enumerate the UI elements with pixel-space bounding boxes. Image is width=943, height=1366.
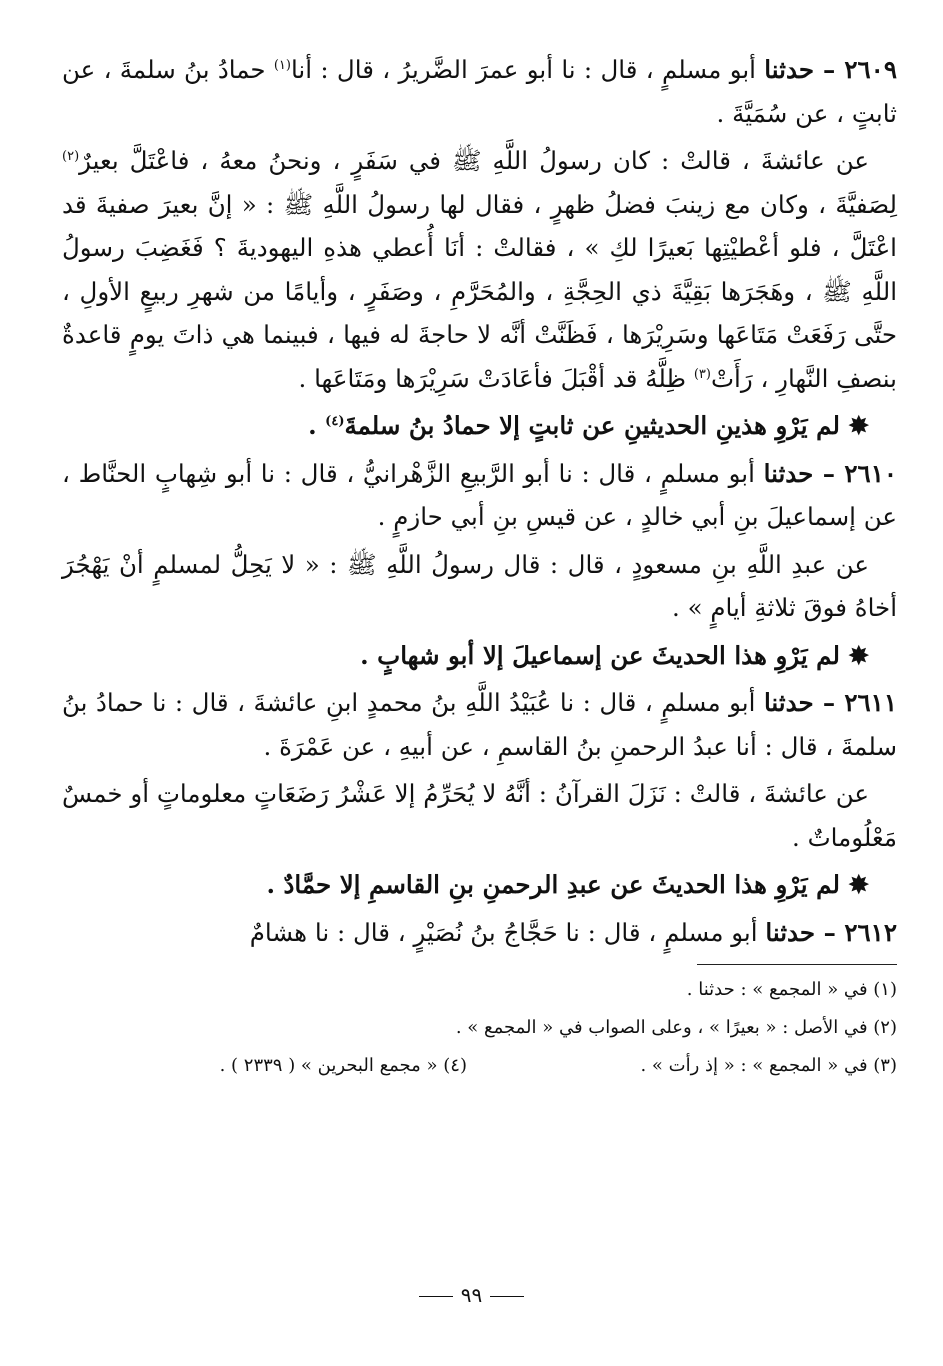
isnad-text: أبو مسلمٍ ، قال : نا أبو عمرَ الضَّريرُ ، قال : أنا [290,55,756,84]
note-text: لم يَرْوِ هذا الحديثَ عن عبدِ الرحمنِ بنِ القاسمِ إلا حمَّادٌ . [266,870,840,899]
hadith-2611-isnad [62,681,897,768]
note-text: لم يَرْوِ هذا الحديثَ عن إسماعيلَ إلا أبو شهابٍ . [360,640,840,670]
separator: – [813,458,845,488]
note-text: لم يَرْوِ هذينِ الحديثينِ عن ثابتٍ إلا حمادُ بنُ سلمةَ [344,411,840,440]
hadith-lead: حدثنا [765,917,816,947]
hadith-number: ٢٦١٢ [844,917,897,947]
footnote-1: (١) في « المجمع » : حدثنا . [686,979,897,1000]
separator: – [813,55,845,84]
matn-text: عن عائشةَ ، قالتْ : كان رسولُ اللَّهِ ﷺ في سَفَرٍ ، ونحنُ معهُ ، فاعْتَلَّ بعيرٌ [79,146,869,175]
hadith-number: ٢٦١١ [844,688,897,717]
hadith-lead: حدثنا [763,688,814,717]
isnad-text: أبو مسلمٍ ، قال : نا حَجَّاجُ بنُ نُصَيْرٍ ، قال : نا هشامٌ [249,917,758,947]
footnote-ref-1: (١) [273,57,291,73]
hadith-number: ٢٦١٠ [844,458,898,488]
isnad-text: أبو مسلمٍ ، قال : نا أبو الرَّبيعِ الزَّهْرانيُّ ، قال : نا أبو شِهابٍ الحنَّاط ، عن إسماعيلَ بنِ أبي خالدٍ ، عن قيسِ بنِ أبي حازمٍ . [62,458,897,531]
page-number-text: ٩٩ [460,1283,483,1307]
matn-text: لِصَفيَّةَ ، وكان مع زينبَ فضلُ ظهرٍ ، فقال لها رسولُ اللَّهِ ﷺ : « إنَّ بعيرَ صفيةَ قد اعْتَلَّ ، فلو أعْطيْتِها بَعيرًا لكِ » ، فقالتْ : أنَا أُعطي هذهِ اليهوديةَ ؟ فَغَضِبَ رسولُ اللَّهِ ﷺ ، وهَجَرَها بَقِيَّةَ ذي الحِجَّةِ ، والمُحَرَّمِ ، وصَفَرٍ ، وأيامًا من شهرِ ربيعٍ الأولِ ، حتَّى رَفَعَتْ مَتَاعَها وسَرِيْرَها ، فَظَنَّتْ أنَّه لا حاجةَ له فيها ، فبينما هي ذاتَ يومٍ قاعدةٌ بنصفِ النَّهارِ ، رَأَتْ [62,189,897,393]
hadith-2609-isnad [62,48,897,135]
footnote-row-3-4 [62,1047,897,1085]
hadith-2612-isnad [62,911,897,955]
footnote-ref-4: (٤) [325,413,345,429]
hadith-2609-matn [62,139,897,400]
page-number [0,1283,943,1307]
isnad-text: حمادُ بنُ سلمةَ ، عن ثابتٍ ، عن سُمَيَّةَ . [62,55,897,128]
footnote-divider [697,964,897,965]
footnote-4: (٤) « مجمع البحرين » ( ٢٣٣٩ ) . [219,1055,467,1076]
hadith-lead: حدثنا [763,458,814,488]
footnote-3: (٣) في « المجمع » : « إذ رأت » . [640,1055,897,1076]
hadith-2611-matn [62,772,897,859]
folio-dash [490,1296,524,1297]
folio-dash [419,1296,453,1297]
hadith-2610-note [62,634,897,678]
footnote-2: (٢) في الأصل : « بعيرًا » ، وعلى الصواب في « المجمع » . [455,1017,897,1038]
hadith-2610-isnad [62,452,897,539]
note-star-icon: ✸ [848,411,869,440]
hadith-2611-note [62,863,897,907]
hadith-2610-matn [62,543,897,630]
separator: – [815,917,845,947]
footnote-ref-2: (٢) [62,148,80,164]
isnad-text: أبو مسلمٍ ، قال : نا عُبَيْدُ اللَّهِ بنُ محمدٍ ابنِ عائشةَ ، قال : نا حمادُ بنُ سلمةَ ، قال : أنا عبدُ الرحمنِ بنُ القاسمِ ، عن أبيهِ ، عن عَمْرَةَ . [62,688,897,761]
footnote-ref-3: (٣) [693,366,711,382]
footnotes [62,971,897,1085]
matn-text: عن عبدِ اللَّهِ بنِ مسعودٍ ، قال : قال رسولُ اللَّهِ ﷺ : « لا يَحِلُّ لمسلمٍ أنْ يَهْجُرَ أخاهُ فوقَ ثلاثةِ أيامٍ » . [62,549,897,622]
note-star-icon: ✸ [848,640,869,670]
hadith-lead: حدثنا [764,55,814,84]
hadith-2609-note: ✸ لم يَرْوِ هذينِ الحديثينِ عن ثابتٍ إلا حمادُ بنُ سلمةَ$^{(٤)}$ . [308,411,869,440]
matn-text: عن عائشةَ ، قالتْ : نَزَلَ القرآنُ : أنَّهُ لا يُحَرِّمُ إلا عَشْرُ رَضَعَاتٍ معلوماتٍ أو خمسٌ مَعْلُوماتٌ . [62,779,897,852]
matn-text: ظِلَّهُ قد أقْبَلَ فأعَادَتْ سَرِيْرَها ومَتَاعَها . [298,363,687,393]
note-star-icon: ✸ [848,870,869,899]
hadith-number: ٢٦٠٩ [844,55,897,84]
separator: – [813,688,845,717]
